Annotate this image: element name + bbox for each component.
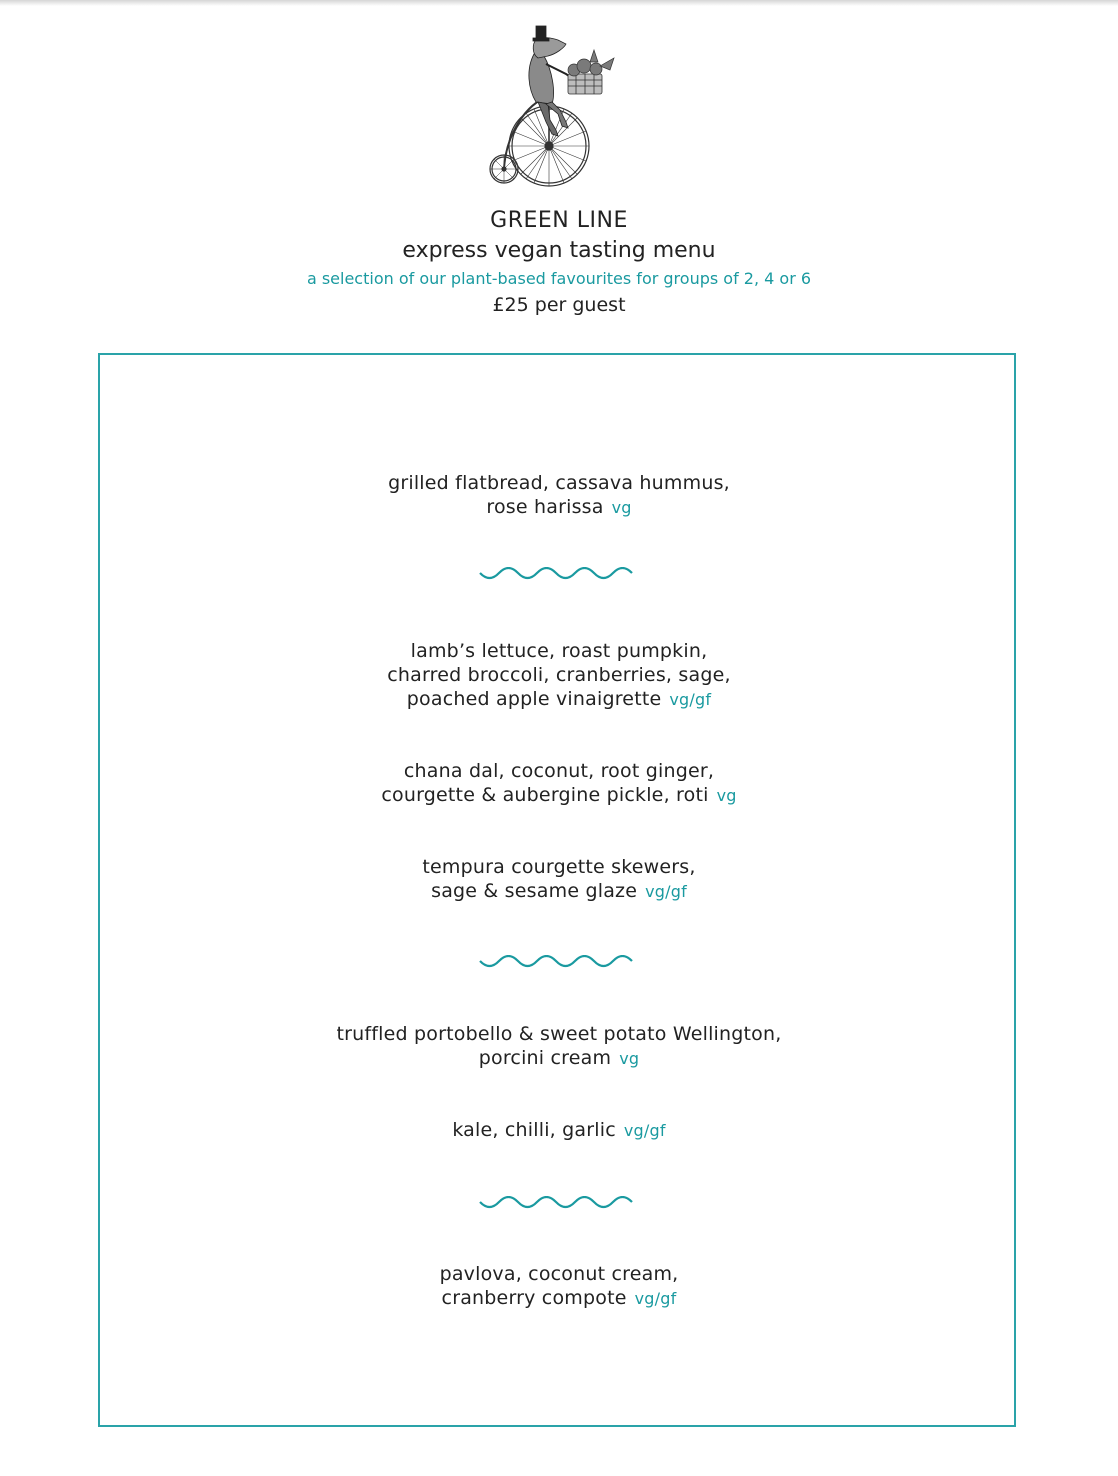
page-top-shadow <box>0 0 1118 6</box>
dish-line: grilled flatbread, cassava hummus, <box>388 472 730 494</box>
dish-line-last <box>0 495 1118 520</box>
dish-line: cranberry compote <box>441 1287 627 1309</box>
dish-item <box>0 639 1118 712</box>
dish-item <box>0 1118 1118 1143</box>
dish-line-last <box>0 687 1118 712</box>
dish-line-last <box>0 879 1118 904</box>
dish-line: truffled portobello & sweet potato Wellington, <box>336 1023 782 1045</box>
penny-farthing-logo-icon <box>486 14 632 188</box>
dietary-tag: vg <box>611 498 632 517</box>
menu-price: £25 per guest <box>492 294 626 316</box>
dish-line: charred broccoli, cranberries, sage, <box>387 664 731 686</box>
wave-divider <box>478 1196 636 1212</box>
dish-line-last <box>0 1118 1118 1143</box>
dish-line: lamb’s lettuce, roast pumpkin, <box>410 640 708 662</box>
dietary-tag: vg/gf <box>623 1121 666 1140</box>
dish-line: courgette & aubergine pickle, roti <box>381 784 709 806</box>
dish-item <box>0 759 1118 808</box>
dish-line: tempura courgette skewers, <box>422 856 696 878</box>
dish-item <box>0 1262 1118 1311</box>
dietary-tag: vg <box>716 786 737 805</box>
dish-line: sage & sesame glaze <box>431 880 638 902</box>
wave-divider <box>478 567 636 583</box>
menu-tagline: a selection of our plant-based favourites for groups of 2, 4 or 6 <box>306 269 812 288</box>
dietary-tag: vg/gf <box>634 1289 677 1308</box>
dietary-tag: vg/gf <box>669 690 712 709</box>
menu-subtitle: express vegan tasting menu <box>402 238 716 263</box>
dish-line: porcini cream <box>478 1047 612 1069</box>
dish-line-last <box>0 1046 1118 1071</box>
wave-divider <box>478 955 636 971</box>
dish-item <box>0 471 1118 520</box>
menu-header <box>0 206 1118 318</box>
dietary-tag: vg <box>619 1049 640 1068</box>
dish-line-last <box>0 1286 1118 1311</box>
dish-line: chana dal, coconut, root ginger, <box>403 760 715 782</box>
dish-line: poached apple vinaigrette <box>406 688 662 710</box>
dish-line: kale, chilli, garlic <box>452 1119 616 1141</box>
dish-item <box>0 855 1118 904</box>
menu-title: GREEN LINE <box>490 208 628 233</box>
dish-line-last <box>0 783 1118 808</box>
dish-item <box>0 1022 1118 1071</box>
dish-line: rose harissa <box>486 496 604 518</box>
dish-line: pavlova, coconut cream, <box>439 1263 679 1285</box>
dietary-tag: vg/gf <box>645 882 687 901</box>
